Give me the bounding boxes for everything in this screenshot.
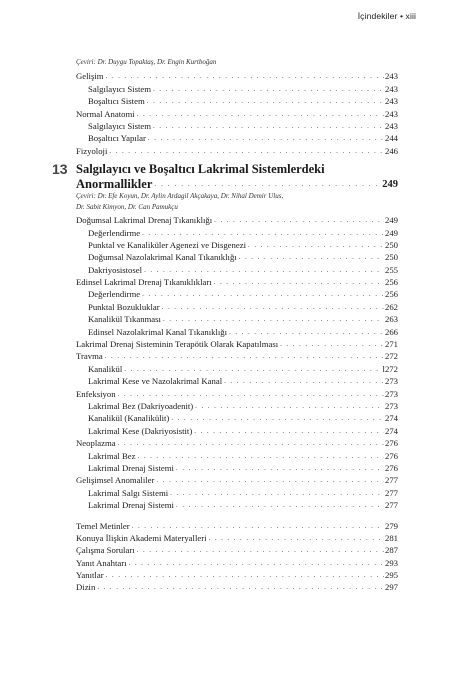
toc-entry-page: 287: [384, 545, 398, 556]
toc-entry[interactable]: [76, 132, 398, 144]
toc-entry-page: 272: [384, 351, 398, 362]
toc-entry-page: l272: [382, 363, 398, 374]
toc-entry[interactable]: [76, 226, 398, 238]
toc-entry-label: Kanalikül: [88, 363, 123, 374]
leader-dots: [106, 570, 384, 581]
back-matter-entries: [76, 519, 398, 593]
toc-entry-page: 243: [384, 108, 398, 119]
leader-dots: [106, 71, 384, 82]
chapter-13-title-line1: Salgılayıcı ve Boşaltıcı Lakrimal Sistemlerdeki: [76, 161, 325, 176]
chapter-number: 13: [52, 161, 68, 177]
leader-dots: [176, 463, 384, 474]
toc-entry[interactable]: [76, 70, 398, 82]
running-header: İçindekiler • xiii: [357, 11, 416, 21]
toc-entry-page: 273: [384, 388, 398, 399]
toc-entry[interactable]: [76, 462, 398, 474]
toc-entry[interactable]: [76, 556, 398, 568]
leader-dots: [148, 133, 384, 144]
toc-entry[interactable]: [76, 144, 398, 156]
toc-entry[interactable]: [76, 519, 398, 531]
leader-dots: [137, 109, 384, 120]
toc-entry-page: 262: [384, 301, 398, 312]
toc-entry-label: Doğumsal Nazolakrimal Kanal Tıkanıklığı: [88, 252, 237, 263]
toc-entry[interactable]: [76, 486, 398, 498]
toc-entry-label: Normal Anatomi: [76, 108, 135, 119]
toc-entry-page: 273: [384, 376, 398, 387]
toc-entry[interactable]: [76, 300, 398, 312]
toc-entry-label: Değerlendirme: [88, 289, 141, 300]
toc-entry-label: Salgılayıcı Sistem: [88, 120, 151, 131]
toc-entry-label: Lakrimal Bez: [88, 450, 136, 461]
chapter-13-translators-1: Çeviri: Dr. Efe Koyun, Dr. Aylin Ardagil Akçakaya, Dr. Nihal Demir Ulus,: [76, 191, 284, 200]
toc-entry[interactable]: [76, 120, 398, 132]
leader-dots: [147, 96, 384, 107]
leader-dots: [162, 302, 384, 313]
toc-entry[interactable]: [76, 544, 398, 556]
toc-entry-page: 273: [384, 400, 398, 411]
leader-dots: [132, 521, 384, 532]
toc-entry-page: 256: [384, 289, 398, 300]
toc-entry[interactable]: [76, 437, 398, 449]
toc-entry-page: 266: [384, 326, 398, 337]
toc-entry[interactable]: [76, 251, 398, 263]
toc-entry[interactable]: [76, 424, 398, 436]
toc-entry-label: Edinsel Nazolakrimal Kanal Tıkanıklığı: [88, 326, 228, 337]
leader-dots: [138, 451, 384, 462]
leader-dots: [280, 339, 384, 350]
toc-entry[interactable]: [76, 375, 398, 387]
leader-dots: [229, 327, 384, 338]
toc-entry-label: Lakrimal Drenaj Sistemi: [88, 462, 174, 473]
toc-entry-page: 277: [384, 487, 398, 498]
toc-entry-page: 293: [384, 557, 398, 568]
toc-entry-label: Lakrimal Kese (Dakriyosistit): [88, 425, 193, 436]
leader-dots: [129, 558, 384, 569]
chapter-13-title-line2: Anormallikler: [76, 176, 153, 191]
leader-dots: [109, 146, 384, 157]
toc-entry[interactable]: [76, 350, 398, 362]
toc-entry-label: Kanalikül (Kanalikülit): [88, 413, 170, 424]
toc-entry[interactable]: [76, 362, 398, 374]
toc-entry[interactable]: [76, 313, 398, 325]
leader-dots: [142, 228, 384, 239]
toc-entry-page: 263: [384, 314, 398, 325]
toc-entry-page: 271: [384, 339, 398, 350]
toc-entry-page: 276: [384, 462, 398, 473]
toc-entry-page: 243: [384, 120, 398, 131]
toc-entry-label: Konuya İlişkin Akademi Materyalleri: [76, 532, 207, 543]
toc-entry-page: 243: [384, 71, 398, 82]
toc-entry[interactable]: [76, 581, 398, 593]
leader-dots: [156, 475, 384, 486]
chapter-13-translators-2: Dr. Sabit Kimyon, Dr. Can Pamukçu: [76, 203, 178, 212]
toc-entry-page: 279: [384, 520, 398, 531]
toc-entry-label: Enfeksiyon: [76, 388, 116, 399]
toc-entry[interactable]: [76, 569, 398, 581]
leader-dots: [214, 277, 384, 288]
toc-entry-page: 250: [384, 239, 398, 250]
toc-entry[interactable]: [76, 449, 398, 461]
toc-entry-page: 250: [384, 252, 398, 263]
toc-entry-label: Lakrimal Kese ve Nazolakrimal Kanal: [88, 376, 223, 387]
toc-entry-label: Salgılayıcı Sistem: [88, 83, 151, 94]
toc-entry-label: Neoplazma: [76, 438, 116, 449]
toc-entry[interactable]: [76, 400, 398, 412]
toc-entry-label: Yanıt Anahtarı: [76, 557, 127, 568]
toc-entry-page: 249: [384, 215, 398, 226]
leader-dots: [153, 84, 384, 95]
toc-entry-label: Lakrimal Salgı Sistemi: [88, 487, 169, 498]
toc-entry-label: Değerlendirme: [88, 227, 141, 238]
toc-entry-label: Gelişimsel Anomaliler: [76, 475, 155, 486]
toc-entry-label: Boşaltıcı Sistem: [88, 96, 145, 107]
leader-dots: [176, 500, 384, 511]
toc-entry[interactable]: [76, 263, 398, 275]
toc-entry[interactable]: [76, 532, 398, 544]
toc-entry-page: 274: [384, 413, 398, 424]
toc-entry-page: 256: [384, 277, 398, 288]
toc-entry-page: 277: [384, 500, 398, 511]
chapter-13-page: 249: [382, 178, 398, 190]
toc-entry-label: Dakriyosistosel: [88, 264, 143, 275]
toc-entry-page: 274: [384, 425, 398, 436]
toc-entry[interactable]: [76, 325, 398, 337]
leader-dots: [170, 488, 384, 499]
section-12-entries: [76, 70, 398, 157]
leader-dots: [163, 314, 384, 325]
toc-entry[interactable]: [76, 288, 398, 300]
toc-entry[interactable]: [76, 107, 398, 119]
leader-dots: [97, 582, 384, 593]
toc-entry-label: Travma: [76, 351, 103, 362]
leader-dots: [118, 438, 384, 449]
toc-entry-page: 255: [384, 264, 398, 275]
table-of-contents: [76, 70, 398, 593]
leader-dots: [124, 364, 381, 375]
toc-entry[interactable]: [76, 239, 398, 251]
leader-dots: [224, 376, 384, 387]
leader-dots: [248, 240, 384, 251]
toc-entry-label: Punktal Bozukluklar: [88, 301, 160, 312]
toc-entry-page: 276: [384, 450, 398, 461]
toc-entry[interactable]: [76, 412, 398, 424]
toc-entry-label: Edinsel Lakrimal Drenaj Tıkanıklıkları: [76, 277, 212, 288]
toc-entry-page: 277: [384, 475, 398, 486]
leader-dots: [239, 252, 384, 263]
toc-entry-page: 295: [384, 570, 398, 581]
leader-dots: [194, 426, 384, 437]
toc-entry-label: Gelişim: [76, 71, 104, 82]
leader-dots: [195, 401, 384, 412]
leader-dots: [153, 121, 384, 132]
toc-entry[interactable]: [76, 95, 398, 107]
toc-entry-page: 249: [384, 227, 398, 238]
leader-dots: [214, 215, 384, 226]
toc-entry-label: Boşaltıcı Yapılar: [88, 133, 146, 144]
chapter-13-entries: [76, 214, 398, 511]
toc-entry-label: Doğumsal Lakrimal Drenaj Tıkanıklığı: [76, 215, 213, 226]
toc-entry-page: 276: [384, 438, 398, 449]
toc-entry-label: Punktal ve Kanaliküler Agenezi ve Disgenezi: [88, 239, 247, 250]
toc-entry-page: 243: [384, 96, 398, 107]
toc-entry-page: 297: [384, 582, 398, 593]
section-translators: Çeviri: Dr. Duygu Topaktaş, Dr. Engin Kurtboğan: [76, 58, 217, 66]
leader-dots: [171, 413, 384, 424]
toc-entry[interactable]: [76, 82, 398, 94]
toc-entry-page: 246: [384, 145, 398, 156]
toc-entry-label: Yanıtlar: [76, 570, 104, 581]
toc-entry-label: Lakrimal Drenaj Sisteminin Terapötik Olarak Kapatılması: [76, 339, 279, 350]
leader-dots: [142, 289, 384, 300]
toc-entry-label: Fizyoloji: [76, 145, 108, 156]
toc-entry-label: Kanalikül Tıkanması: [88, 314, 161, 325]
chapter-13-title-row[interactable]: [76, 176, 398, 190]
toc-entry-label: Çalışma Soruları: [76, 545, 135, 556]
leader-dots: [137, 545, 384, 556]
toc-entry-page: 243: [384, 83, 398, 94]
toc-entry-page: 244: [384, 133, 398, 144]
toc-entry[interactable]: [76, 387, 398, 399]
leader-dots: [144, 265, 384, 276]
toc-entry[interactable]: [76, 499, 398, 511]
toc-entry-page: 281: [384, 532, 398, 543]
leader-dots: [154, 179, 381, 190]
toc-entry[interactable]: [76, 214, 398, 226]
leader-dots: [105, 351, 384, 362]
toc-entry[interactable]: [76, 338, 398, 350]
leader-dots: [118, 389, 384, 400]
toc-entry-label: Lakrimal Drenaj Sistemi: [88, 500, 174, 511]
toc-entry[interactable]: [76, 474, 398, 486]
toc-entry[interactable]: [76, 276, 398, 288]
toc-entry-label: Dizin: [76, 582, 96, 593]
toc-entry-label: Lakrimal Bez (Dakriyoadenit): [88, 400, 194, 411]
toc-entry-label: Temel Metinler: [76, 520, 130, 531]
leader-dots: [209, 533, 384, 544]
chapter-13-heading: [76, 163, 398, 190]
